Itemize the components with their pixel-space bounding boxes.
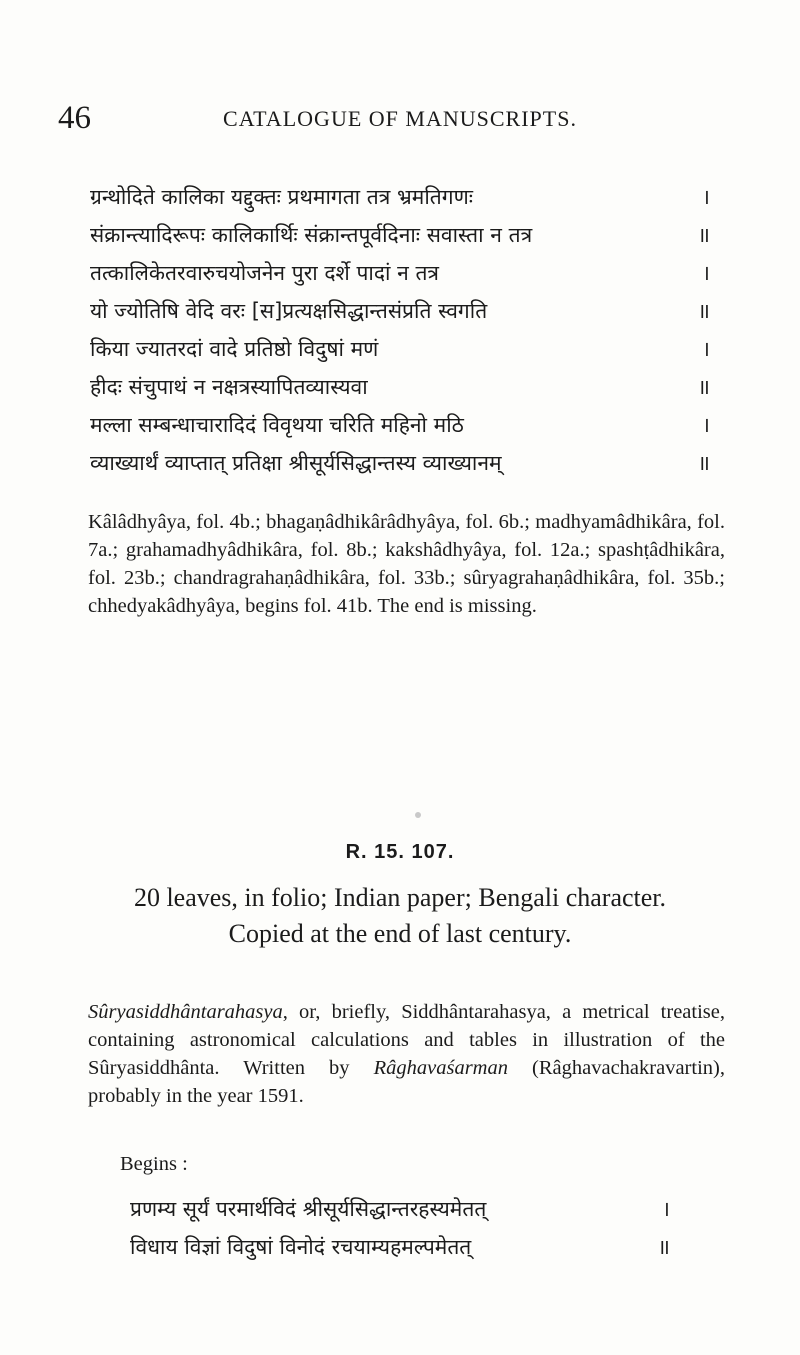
danda: ।: [702, 261, 710, 285]
verse-line: [90, 330, 710, 368]
verse-text: हीदः संचुपाथं न नक्षत्रस्यापितव्यास्यवा: [90, 375, 368, 399]
contents-paragraph: [88, 508, 725, 620]
page-number: 46: [58, 100, 91, 136]
danda: ॥: [697, 451, 710, 475]
contents-text: Kâlâdhyâya, fol. 4b.; bhagaṇâdhikârâdhyâya, fol. 6b.; madhyamâdhikâra, fol. 7a.; grahamadhyâdhikâra, fol. 8b.; kakshâdhyâya, fol. 12a.; spashṭâdhikâra, fol. 23b.; chandragrahaṇâdhikâra, fol. 33b.; sûryagrahaṇâdhikâra, fol. 35b.; chhedyakâdhyâya, begins fol. 41b. The end is missing.: [88, 511, 725, 617]
summary-tail: (Râghavachakravartin), probably in the year 1591.: [88, 1057, 725, 1107]
description-line: 20 leaves, in folio; Indian paper; Bengali character.: [133, 883, 667, 912]
incipit-line: [130, 1228, 670, 1266]
incipit-text: विधाय विज्ञां विदुषां विनोदं रचयाम्यहमल्पमेतत्: [130, 1235, 472, 1259]
sanskrit-verse-block: [90, 178, 710, 482]
verse-text: किया ज्यातरदां वादे प्रतिष्ठो विदुषां मणं: [90, 337, 379, 361]
danda: ।: [662, 1197, 670, 1221]
danda: ।: [702, 337, 710, 361]
verse-text: संक्रान्त्यादिरूपः कालिकार्थिः संक्रान्तपूर्वदिनाः सवास्ता न तत्र: [90, 223, 533, 247]
page-header: [58, 100, 742, 136]
verse-text: यो ज्योतिषि वेदि वरः [स]प्रत्यक्षसिद्धान्तसंप्रति स्वगति: [90, 299, 488, 323]
incipit-block: [130, 1190, 670, 1266]
verse-line: [90, 178, 710, 216]
summary-paragraph: [88, 998, 725, 1110]
ink-dot: [415, 812, 421, 818]
verse-text: ग्रन्थोदिते कालिका यद्दुक्तः प्रथमागता तत्र भ्रमतिगणः: [90, 185, 474, 209]
description-line: Copied at the end of last century.: [228, 919, 572, 948]
verse-text: तत्कालिकेतरवारुचयोजनेन पुरा दर्शे पादां न तत्र: [90, 261, 440, 285]
verse-text: व्याख्यार्थं व्याप्तात् प्रतिक्षा श्रीसूर्यसिद्धान्तस्य व्याख्यानम्: [90, 451, 502, 475]
danda: ॥: [657, 1235, 670, 1259]
manuscript-description: [55, 880, 745, 952]
danda: ।: [702, 185, 710, 209]
verse-line: [90, 406, 710, 444]
verse-line: [90, 368, 710, 406]
danda: ॥: [697, 375, 710, 399]
work-title: Sûryasiddhântarahasya: [88, 1001, 283, 1023]
verse-line: [90, 216, 710, 254]
verse-line: [90, 292, 710, 330]
verse-line: [90, 444, 710, 482]
incipit-line: [130, 1190, 670, 1228]
incipit-text: प्रणम्य सूर्यं परमार्थविदं श्रीसूर्यसिद्धान्तरहस्यमेतत्: [130, 1197, 487, 1221]
summary-text: , or, briefly, Siddhântarahasya, a metrical treatise, containing astronomical calculations and tables in illustration of the Sûryasiddhânta. Written by: [88, 1001, 725, 1079]
verse-text: मल्ला सम्बन्धाचारादिदं विवृथया चरिति महिनो मठि: [90, 413, 464, 437]
verse-line: [90, 254, 710, 292]
running-title: CATALOGUE OF MANUSCRIPTS.: [223, 106, 577, 131]
danda: ॥: [697, 299, 710, 323]
shelfmark: R. 15. 107.: [345, 841, 455, 863]
begins-label: Begins :: [120, 1153, 188, 1175]
author-name: Râghavaśarman: [373, 1057, 508, 1079]
danda: ।: [702, 413, 710, 437]
danda: ॥: [697, 223, 710, 247]
